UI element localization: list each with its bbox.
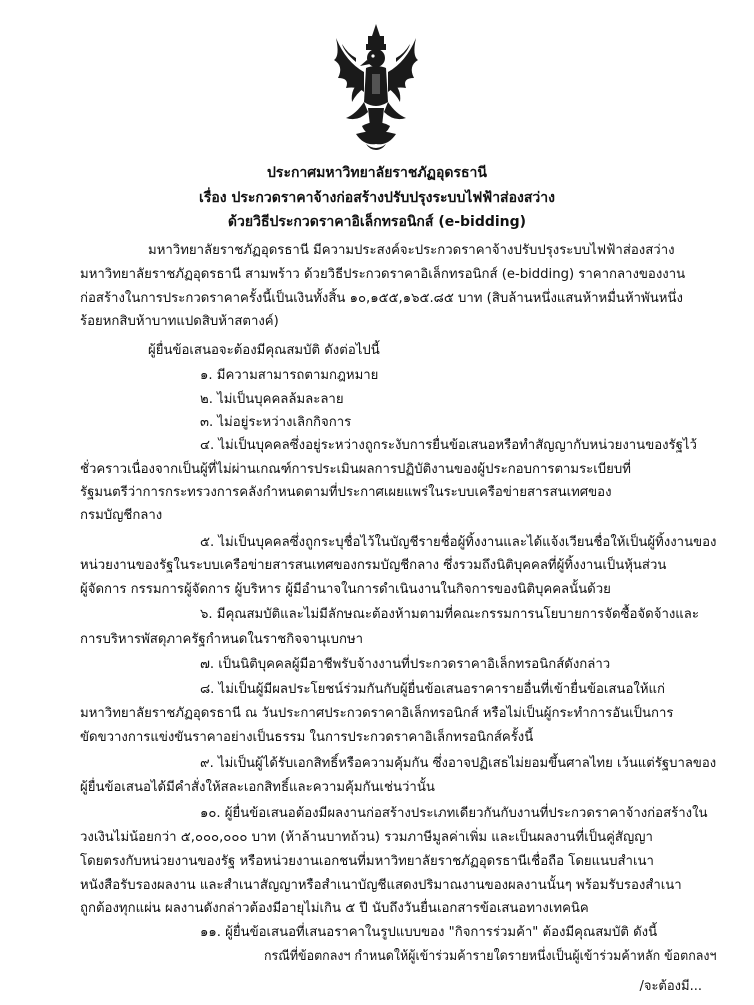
body-line: ชั่วคราวเนื่องจากเป็นผู้ที่ไม่ผ่านเกณฑ์การประเมินผลการปฏิบัติงานของผู้ประกอบการตามระเบียบที่ xyxy=(80,462,631,477)
body-line: หน่วยงานของรัฐในระบบเครือข่ายสารสนเทศของกรมบัญชีกลาง ซึ่งรวมถึงนิติบุคคลที่ผู้ทิ้งงานเป็นหุ้นส่วน xyxy=(80,558,667,573)
body-line: มหาวิทยาลัยราชภัฏอุดรธานี มีความประสงค์จะประกวดราคาจ้างปรับปรุงระบบไฟฟ้าส่องสว่าง xyxy=(148,243,675,258)
body-line: กรณีที่ข้อตกลงฯ กำหนดให้ผู้เข้าร่วมค้ารายใดรายหนึ่งเป็นผู้เข้าร่วมค้าหลัก ข้อตกลงฯ xyxy=(264,949,717,964)
body-line: ผู้ยื่นข้อเสนอได้มีคำสั่งให้สละเอกสิทธิ์และความคุ้มกันเช่นว่านั้น xyxy=(80,780,435,795)
announcement-title: ประกาศมหาวิทยาลัยราชภัฏอุดรธานี xyxy=(267,165,487,181)
qualification-item: ๓. ไม่อยู่ระหว่างเลิกกิจการ xyxy=(200,415,352,430)
body-line: ขัดขวางการแข่งขันราคาอย่างเป็นธรรม ในการประกวดราคาอิเล็กทรอนิกส์ครั้งนี้ xyxy=(80,730,534,745)
qualification-item: ๑. มีความสามารถตามกฎหมาย xyxy=(200,368,379,383)
body-line: วงเงินไม่น้อยกว่า ๕,๐๐๐,๐๐๐ บาท (ห้าล้านบาทถ้วน) รวมภาษีมูลค่าเพิ่ม และเป็นผลงานที่เป็นคู่สัญญา xyxy=(80,830,653,845)
announcement-method: ด้วยวิธีประกวดราคาอิเล็กทรอนิกส์ (e-bidding) xyxy=(227,214,527,230)
body-line: ร้อยหกสิบห้าบาทแปดสิบห้าสตางค์) xyxy=(80,314,279,329)
body-line: มหาวิทยาลัยราชภัฏอุดรธานี สามพร้าว ด้วยวิธีประกวดราคาอิเล็กทรอนิกส์ (e-bidding) ราคากลางของงาน xyxy=(80,267,686,282)
qualification-item: ๕. ไม่เป็นบุคคลซึ่งถูกระบุชื่อไว้ในบัญชีรายชื่อผู้ทิ้งงานและได้แจ้งเวียนชื่อให้เป็นผู้ทิ้งงานของ xyxy=(200,535,717,550)
body-line: โดยตรงกับหน่วยงานของรัฐ หรือหน่วยงานเอกชนที่มหาวิทยาลัยราชภัฏอุดรธานีเชื่อถือ โดยแนบสำเนา xyxy=(80,854,654,869)
body-line: หนังสือรับรองผลงาน และสำเนาสัญญาหรือสำเนาบัญชีแสดงปริมาณงานของผลงานนั้นๆ พร้อมรับรองสำเนา xyxy=(80,878,682,893)
body-line: ผู้ยื่นข้อเสนอจะต้องมีคุณสมบัติ ดังต่อไปนี้ xyxy=(148,343,380,358)
body-line: ถูกต้องทุกแผ่น ผลงานดังกล่าวต้องมีอายุไม่เกิน ๕ ปี นับถึงวันยื่นเอกสารข้อเสนอทางเทคนิค xyxy=(80,901,589,916)
garuda-emblem xyxy=(316,22,436,152)
qualification-item: ๒. ไม่เป็นบุคคลล้มละลาย xyxy=(200,392,344,407)
qualification-item: ๑๐. ผู้ยื่นข้อเสนอต้องมีผลงานก่อสร้างประเภทเดียวกันกับงานที่ประกวดราคาจ้างก่อสร้างใน xyxy=(200,806,708,821)
body-line: การบริหารพัสดุภาครัฐกำหนดในราชกิจจานุเบกษา xyxy=(80,632,364,647)
qualification-item: ๘. ไม่เป็นผู้มีผลประโยชน์ร่วมกันกับผู้ยื่นข้อเสนอราคารายอื่นที่เข้ายื่นข้อเสนอให้แก่ xyxy=(200,682,666,697)
qualification-item: ๖. มีคุณสมบัติและไม่มีลักษณะต้องห้ามตามที่คณะกรรมการนโยบายการจัดซื้อจัดจ้างและ xyxy=(200,607,699,622)
body-line: ผู้จัดการ กรรมการผู้จัดการ ผู้บริหาร ผู้มีอำนาจในการดำเนินงานในกิจการของนิติบุคคลนั้นด้วย xyxy=(80,582,611,597)
qualification-item: ๔. ไม่เป็นบุคคลซึ่งอยู่ระหว่างถูกระงับการยื่นข้อเสนอหรือทำสัญญากับหน่วยงานของรัฐไว้ xyxy=(200,438,697,453)
body-line: กรมบัญชีกลาง xyxy=(80,508,163,523)
announcement-subject: เรื่อง ประกวดราคาจ้างก่อสร้างปรับปรุงระบบไฟฟ้าส่องสว่าง xyxy=(199,190,555,206)
qualification-item: ๑๑. ผู้ยื่นข้อเสนอที่เสนอราคาในรูปแบบของ "กิจการร่วมค้า" ต้องมีคุณสมบัติ ดังนี้ xyxy=(200,925,658,940)
body-line: ก่อสร้างในการประกวดราคาครั้งนี้เป็นเงินทั้งสิ้น ๑๐,๑๕๕,๑๖๕.๘๕ บาท (สิบล้านหนึ่งแสนห้าหมื่นห้าพันหนึ่ง xyxy=(80,291,683,306)
body-line: รัฐมนตรีว่าการกระทรวงการคลังกำหนดตามที่ประกาศเผยแพร่ในระบบเครือข่ายสารสนเทศของ xyxy=(80,485,612,500)
qualification-item: ๙. ไม่เป็นผู้ได้รับเอกสิทธิ์หรือความคุ้มกัน ซึ่งอาจปฏิเสธไม่ยอมขึ้นศาลไทย เว้นแต่รัฐบาลของ xyxy=(200,756,717,771)
continued-note: /จะต้องมี... xyxy=(639,979,702,994)
body-line: มหาวิทยาลัยราชภัฏอุดรธานี ณ วันประกาศประกวดราคาอิเล็กทรอนิกส์ หรือไม่เป็นผู้กระทำการอันเป็นการ xyxy=(80,706,674,721)
qualification-item: ๗. เป็นนิติบุคคลผู้มีอาชีพรับจ้างงานที่ประกวดราคาอิเล็กทรอนิกส์ดังกล่าว xyxy=(200,657,611,672)
